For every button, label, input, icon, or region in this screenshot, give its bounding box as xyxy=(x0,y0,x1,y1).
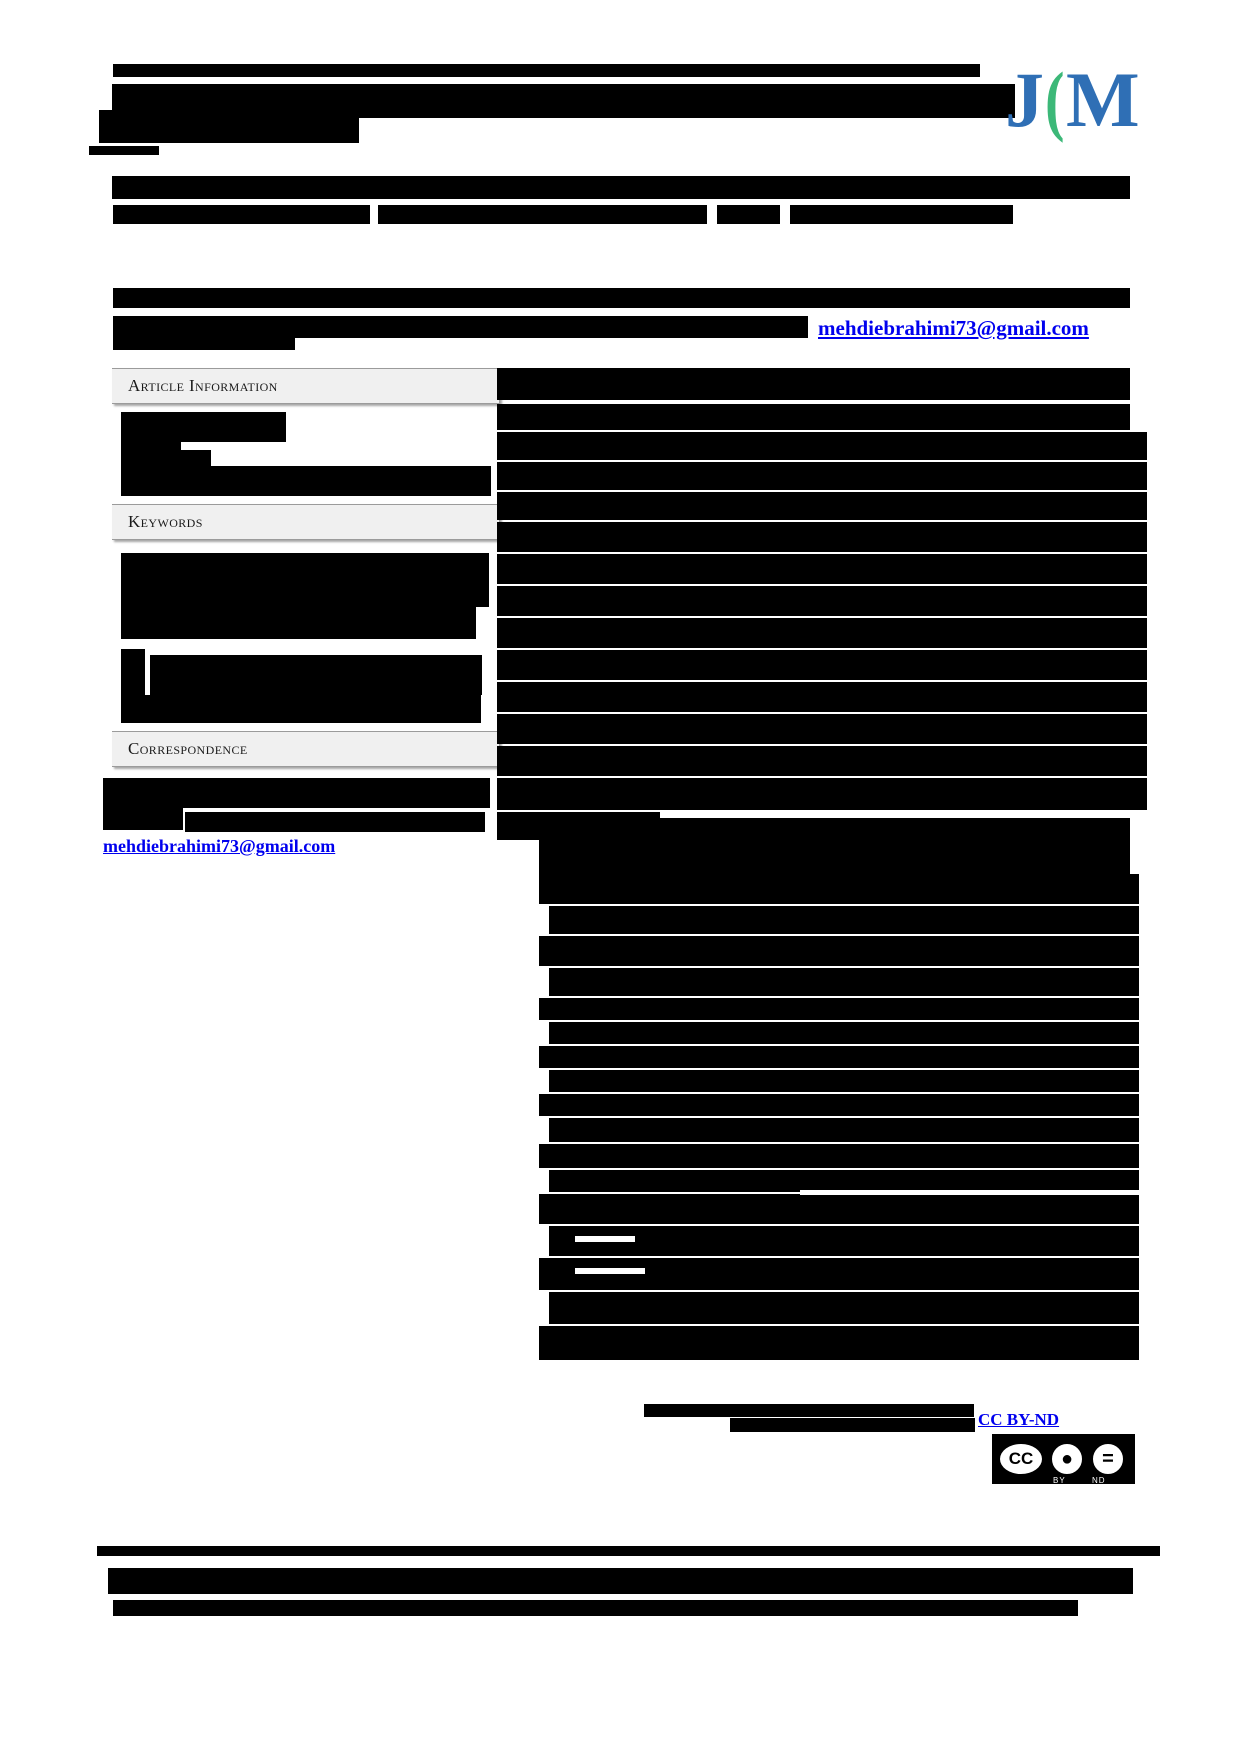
license-link[interactable]: CC BY-ND xyxy=(978,1410,1060,1429)
authors-line xyxy=(112,176,1130,199)
abstract-block-16 xyxy=(660,818,1130,840)
license-line-1 xyxy=(644,1404,974,1417)
sidebar-heading-correspondence xyxy=(112,731,500,767)
keywords-line-2 xyxy=(121,607,476,639)
sidebar-heading-correspondence-label: Correspondence xyxy=(128,739,248,758)
license-line-2 xyxy=(730,1418,975,1432)
logo-letter-j: J xyxy=(1005,56,1042,143)
correspondence-line-3 xyxy=(185,812,485,832)
title-rule xyxy=(89,146,159,155)
abstract-block-5 xyxy=(497,492,1147,520)
body-block-5 xyxy=(539,998,1139,1020)
cc-nd-label: ND xyxy=(1092,1476,1106,1485)
abstract-block-7 xyxy=(497,554,1147,584)
body-block-1 xyxy=(539,874,1139,904)
sidebar-heading-article-information-label: Article Information xyxy=(128,376,278,395)
body-block-4 xyxy=(549,968,1139,996)
abstract-block-15 xyxy=(497,812,660,840)
abstract-block-9 xyxy=(497,618,1147,648)
abstract-block-14 xyxy=(497,778,1147,810)
logo-swoosh: ( xyxy=(1044,56,1063,143)
abstract-block-11 xyxy=(497,682,1147,712)
sidebar-heading-keywords xyxy=(112,504,500,540)
sidebar-heading-article-information xyxy=(112,368,500,404)
footer-text-line xyxy=(113,1600,1078,1616)
corresponding-email-link[interactable]: mehdiebrahimi73@gmail.com xyxy=(818,316,1089,340)
title-line-1 xyxy=(113,64,980,77)
keywords-line-1 xyxy=(121,553,489,607)
corresponding-line-3 xyxy=(113,338,295,350)
body-block-9 xyxy=(539,1094,1139,1116)
keywords-line-3 xyxy=(121,649,145,695)
abstract-block-13 xyxy=(497,746,1147,776)
affiliation-gap-1 xyxy=(370,205,378,224)
abstract-block-1 xyxy=(497,368,1130,400)
affiliation-line xyxy=(113,205,1013,224)
abstract-block-6 xyxy=(497,522,1147,552)
article-info-line-2 xyxy=(121,418,181,454)
body-block-14 xyxy=(549,1226,1139,1256)
body-block-16 xyxy=(549,1292,1139,1324)
keywords-line-4 xyxy=(150,655,482,695)
article-info-line-4 xyxy=(121,466,491,496)
sidebar-heading-keywords-label: Keywords xyxy=(128,512,203,531)
abstract-block-12 xyxy=(497,714,1147,744)
correspondence-line-2 xyxy=(103,808,183,830)
cc-nd-icon: = xyxy=(1091,1442,1125,1476)
logo-letter-m: M xyxy=(1065,56,1138,143)
abstract-block-8 xyxy=(497,586,1147,616)
cc-by-label: BY xyxy=(1053,1476,1066,1485)
body-block-15 xyxy=(539,1258,1139,1290)
title-line-3 xyxy=(99,110,359,143)
footer-rule xyxy=(97,1546,1160,1556)
body-block-17 xyxy=(539,1326,1139,1360)
column-gap-3 xyxy=(575,1268,645,1274)
column-gap-1 xyxy=(800,1190,1140,1195)
body-block-7 xyxy=(539,1046,1139,1068)
body-block-10 xyxy=(549,1118,1139,1142)
body-block-11 xyxy=(539,1144,1139,1168)
article-info-line-3 xyxy=(121,450,211,466)
abstract-block-10 xyxy=(497,650,1147,680)
body-block-3 xyxy=(539,936,1139,966)
abstract-block-4 xyxy=(497,462,1147,490)
body-block-8 xyxy=(549,1070,1139,1092)
creative-commons-badge[interactable] xyxy=(992,1434,1135,1484)
corresponding-line-2 xyxy=(113,316,808,338)
keywords-line-5 xyxy=(121,695,481,723)
cc-by-icon: ● xyxy=(1050,1442,1084,1476)
body-block-6 xyxy=(549,1022,1139,1044)
cc-logo-icon: CC xyxy=(998,1442,1044,1476)
abstract-block-17 xyxy=(539,840,1130,874)
affiliation-gap-2 xyxy=(707,205,717,224)
correspondence-line-1 xyxy=(103,778,490,808)
body-block-12 xyxy=(549,1170,1139,1192)
column-gap-2 xyxy=(575,1236,635,1242)
body-block-2 xyxy=(549,906,1139,934)
affiliation-gap-3 xyxy=(780,205,790,224)
journal-logo xyxy=(1005,56,1150,144)
body-block-13 xyxy=(539,1194,1139,1224)
footer-heading xyxy=(108,1568,1133,1594)
abstract-block-3 xyxy=(497,432,1147,460)
correspondence-email-link[interactable]: mehdiebrahimi73@gmail.com xyxy=(103,836,336,856)
abstract-block-2 xyxy=(497,404,1130,430)
corresponding-line-1 xyxy=(113,288,1130,308)
